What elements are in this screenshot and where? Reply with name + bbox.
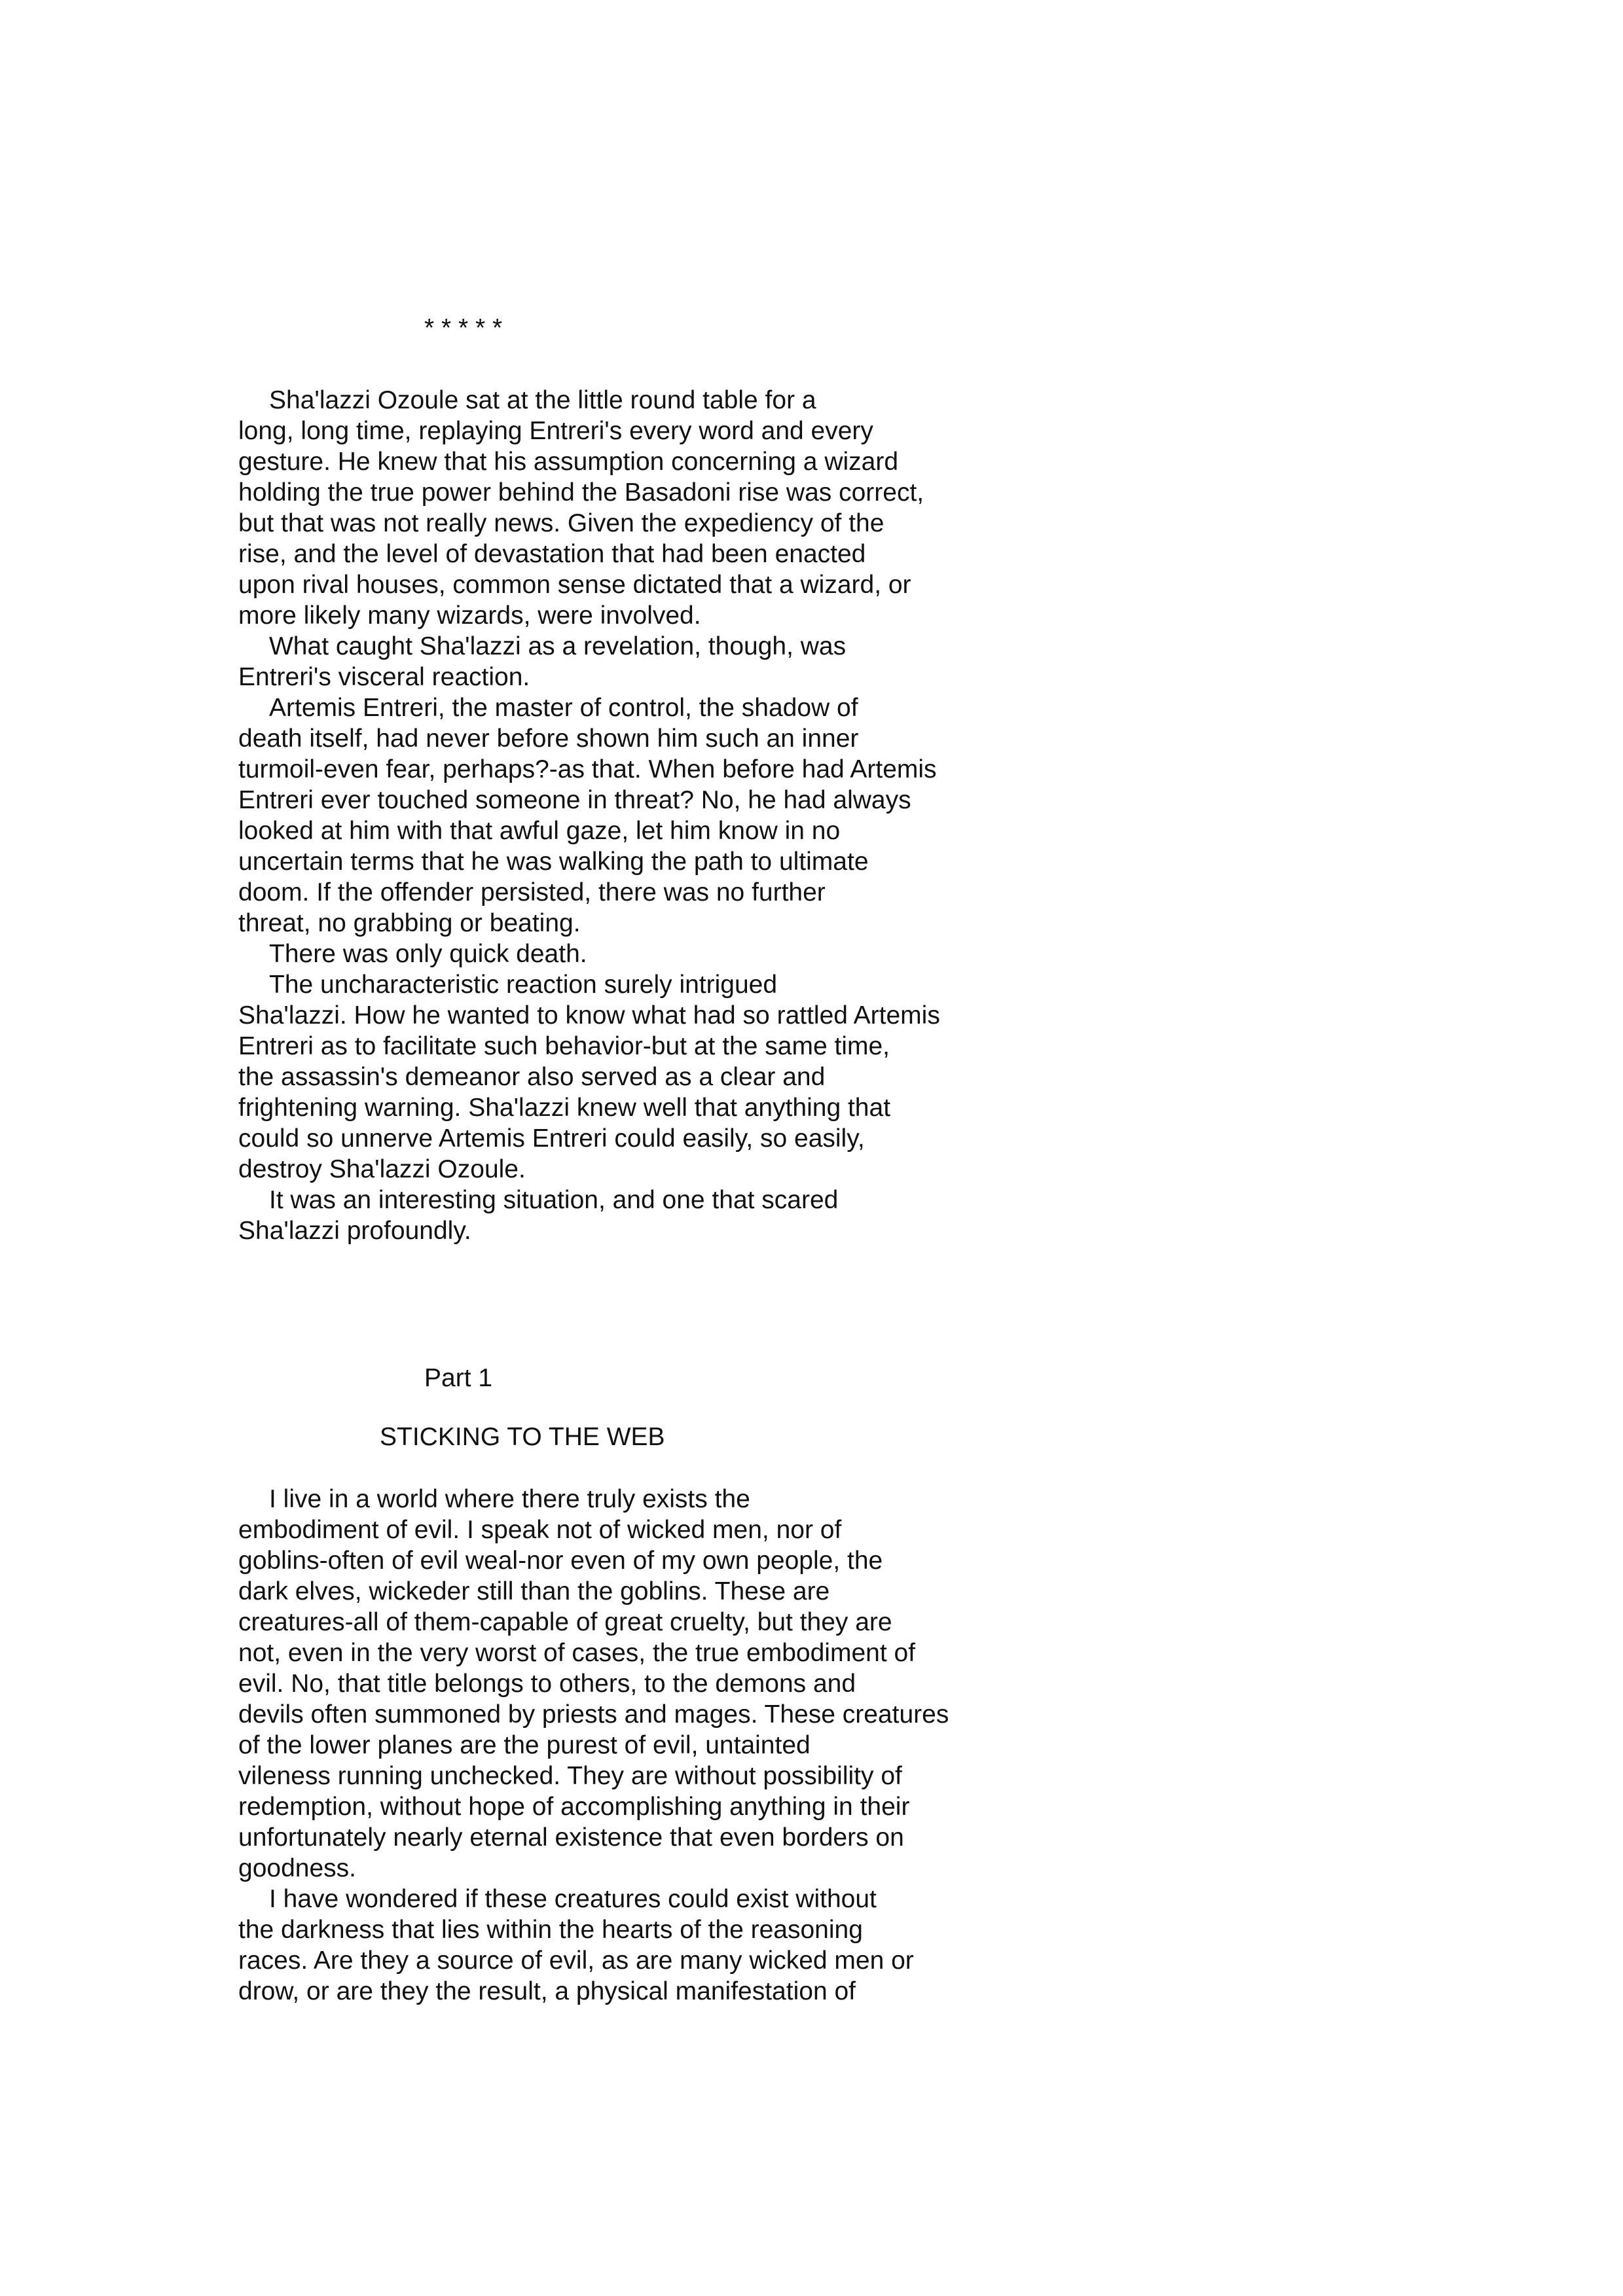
text-line: races. Are they a source of evil, as are many wicked men or (238, 1946, 914, 1975)
text-line: I have wondered if these creatures could exist without (269, 1885, 877, 1913)
text-line: death itself, had never before shown him such an inner (238, 725, 859, 753)
text-line: but that was not really news. Given the expediency of the (238, 509, 884, 537)
text-line: devils often summoned by priests and mages. These creatures (238, 1700, 949, 1729)
text-line: I live in a world where there truly exists the (269, 1485, 750, 1513)
text-line: the assassin's demeanor also served as a clear and (238, 1063, 826, 1091)
part-title: STICKING TO THE WEB (380, 1423, 665, 1451)
text-line: The uncharacteristic reaction surely intrigued (269, 971, 778, 999)
text-line: long, long time, replaying Entreri's every word and every (238, 417, 873, 445)
text-line: goblins-often of evil weal-nor even of my own people, the (238, 1547, 883, 1575)
text-line: Sha'lazzi profoundly. (238, 1217, 471, 1245)
text-line: There was only quick death. (269, 940, 587, 968)
text-line: looked at him with that awful gaze, let him know in no (238, 817, 841, 845)
text-line: creatures-all of them-capable of great cruelty, but they are (238, 1608, 892, 1636)
text-line: redemption, without hope of accomplishing anything in their (238, 1793, 910, 1821)
scene-break: * * * * * (424, 314, 503, 342)
text-line: not, even in the very worst of cases, the true embodiment of (238, 1639, 916, 1667)
text-line: Artemis Entreri, the master of control, the shadow of (269, 694, 858, 722)
text-line: destroy Sha'lazzi Ozoule. (238, 1155, 526, 1183)
text-line: Entreri's visceral reaction. (238, 663, 530, 691)
text-line: the darkness that lies within the hearts of the reasoning (238, 1916, 863, 1944)
text-line: frightening warning. Sha'lazzi knew well that anything that (238, 1094, 891, 1122)
text-line: dark elves, wickeder still than the goblins. These are (238, 1577, 830, 1605)
text-line: uncertain terms that he was walking the path to ultimate (238, 848, 869, 876)
text-line: gesture. He knew that his assumption concerning a wizard (238, 448, 899, 476)
text-line: could so unnerve Artemis Entreri could easily, so easily, (238, 1124, 865, 1153)
text-line: evil. No, that title belongs to others, to the demons and (238, 1670, 856, 1698)
text-line: holding the true power behind the Basadoni rise was correct, (238, 478, 924, 507)
text-line: goodness. (238, 1854, 356, 1882)
text-line: It was an interesting situation, and one that scared (269, 1186, 839, 1214)
text-line: rise, and the level of devastation that had been enacted (238, 540, 866, 568)
text-line: of the lower planes are the purest of evil, untainted (238, 1731, 811, 1759)
text-line: more likely many wizards, were involved. (238, 601, 701, 630)
text-line: turmoil-even fear, perhaps?-as that. When before had Artemis (238, 755, 937, 783)
text-line: doom. If the offender persisted, there was no further (238, 878, 826, 906)
text-line: What caught Sha'lazzi as a revelation, though, was (269, 632, 847, 660)
text-line: threat, no grabbing or beating. (238, 909, 581, 937)
text-line: unfortunately nearly eternal existence that even borders on (238, 1823, 904, 1852)
part-number: Part 1 (424, 1364, 493, 1392)
text-line: vileness running unchecked. They are without possibility of (238, 1762, 902, 1790)
text-line: Entreri as to facilitate such behavior-but at the same time, (238, 1032, 890, 1060)
text-line: drow, or are they the result, a physical manifestation of (238, 1977, 856, 2005)
text-line: upon rival houses, common sense dictated that a wizard, or (238, 571, 911, 599)
text-line: Sha'lazzi. How he wanted to know what had so rattled Artemis (238, 1001, 940, 1030)
text-line: Entreri ever touched someone in threat? No, he had always (238, 786, 911, 814)
text-line: embodiment of evil. I speak not of wicked men, nor of (238, 1516, 842, 1544)
text-line: Sha'lazzi Ozoule sat at the little round table for a (269, 386, 816, 414)
